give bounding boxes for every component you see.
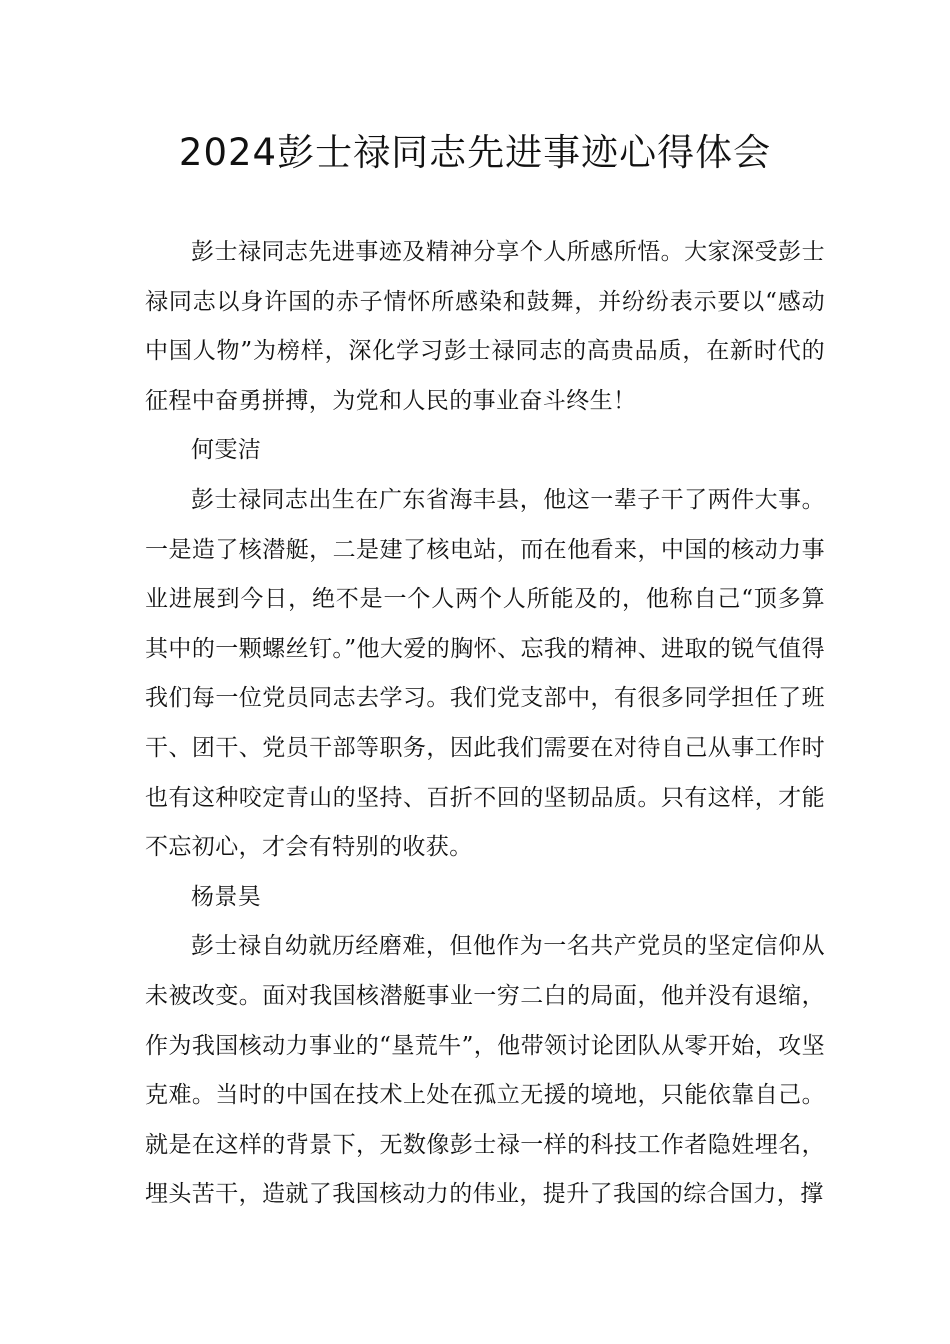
paragraph-summary: 彭士禄同志先进事迹及精神分享个人所感所悟。大家深受彭士禄同志以身许国的赤子情怀所感染和鼓舞，并纷纷表示要以“感动中国人物”为榜样，深化学习彭士禄同志的高贵品质，在新时代的征程中奋勇拼搏，为党和人民的事业奋斗终生！ <box>145 239 825 414</box>
paragraph-reflection: 彭士禄自幼就历经磨难，但他作为一名共产党员的坚定信仰从未被改变。面对我国核潜艇事业一穷二白的局面，他并没有退缩，作为我国核动力事业的“垦荒牛”，他带领讨论团队从零开始，攻坚克难。当时的中国在技术上处在孤立无援的境地，只能依靠自己。就是在这样的背景下，无数像彭士禄一样的科技工作者隐姓埋名，埋头苦干，造就了我国核动力的伟业，提升了我国的综合国力，撑 <box>145 933 825 1208</box>
author-name: 何雯洁 <box>191 437 262 464</box>
author-name: 杨景昊 <box>191 883 262 910</box>
paragraph-reflection: 彭士禄同志出生在广东省海丰县，他这一辈子干了两件大事。一是造了核潜艇，二是建了核电站，而在他看来，中国的核动力事业进展到今日，绝不是一个人两个人所能及的，他称自己“顶多算其中的一颗螺丝钉。”他大爱的胸怀、忘我的精神、进取的锐气值得我们每一位党员同志去学习。我们党支部中，有很多同学担任了班干、团干、党员干部等职务，因此我们需要在对待自己从事工作时也有这种咬定青山的坚持、百折不回的坚韧品质。只有这样，才能不忘初心，才会有特别的收获。 <box>145 486 825 861</box>
document-title: 2024彭士禄同志先进事迹心得体会 <box>178 131 772 174</box>
document-body <box>145 228 825 1220</box>
